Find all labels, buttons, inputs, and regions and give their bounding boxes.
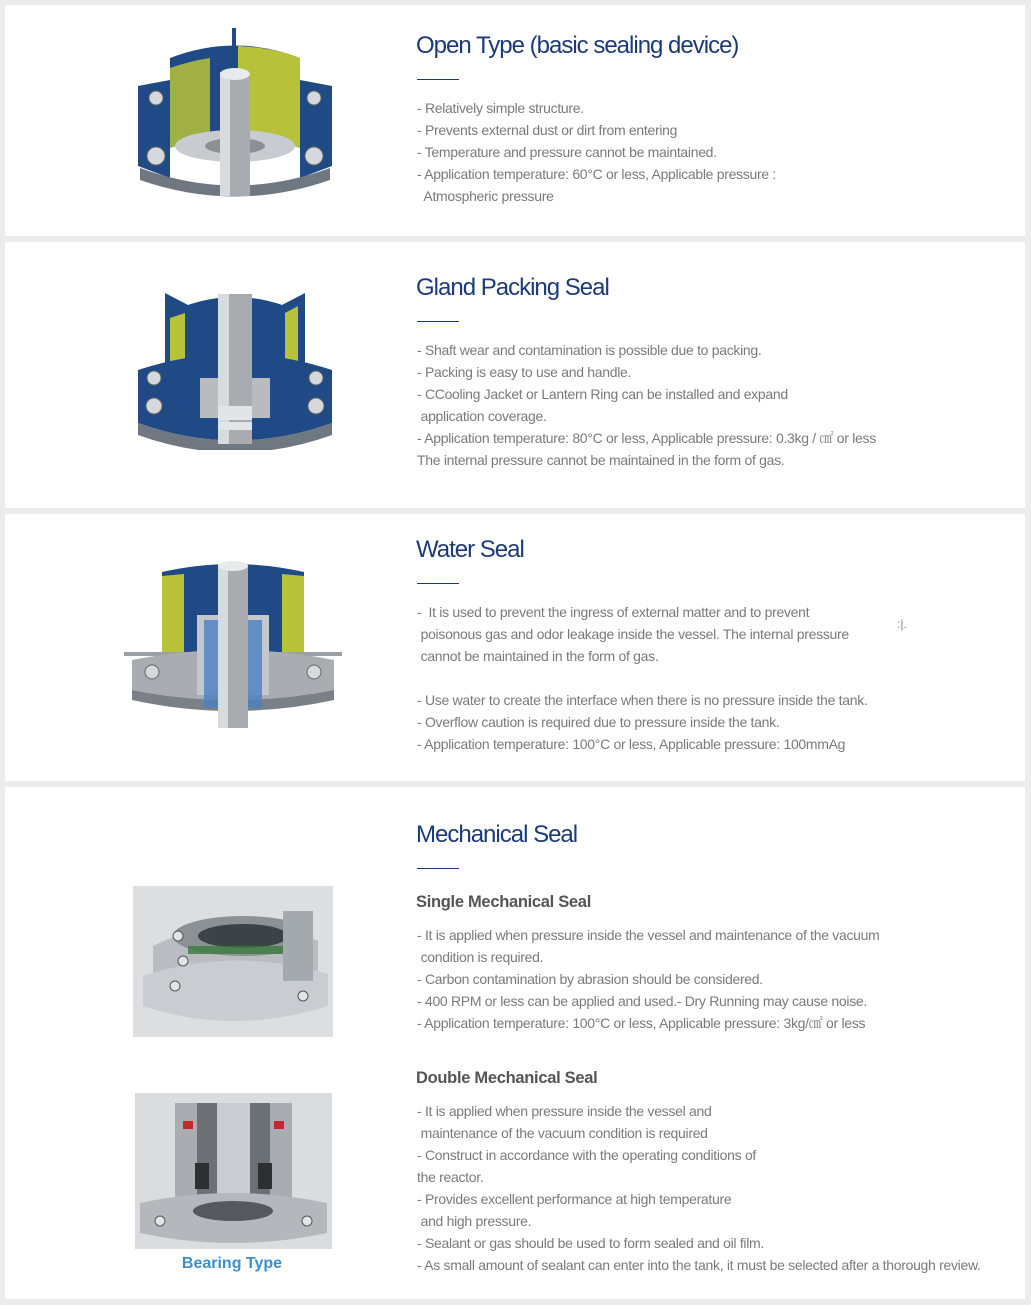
double-mechanical-seal-line: maintenance of the vacuum condition is required	[417, 1125, 708, 1141]
open-type-line: - Temperature and pressure cannot be maintained.	[417, 144, 717, 160]
bearing-type-caption: Bearing Type	[181, 1255, 283, 1272]
gland-packing-line: - CCooling Jacket or Lantern Ring can be installed and expand	[417, 386, 788, 402]
open-type-seal-illustration	[130, 28, 340, 198]
open-type-line: Atmospheric pressure	[417, 188, 554, 204]
double-mechanical-seal-line: the reactor.	[417, 1169, 484, 1185]
single-mechanical-seal-line: - Carbon contamination by abrasion should be considered.	[417, 971, 763, 987]
gland-packing-seal-illustration	[130, 288, 340, 450]
single-mechanical-seal-line: - Application temperature: 100°C or less, Applicable pressure: 3kg/㎠ or less	[417, 1015, 866, 1031]
gland-packing-line: - Application temperature: 80°C or less, Applicable pressure: 0.3kg / ㎠ or less	[417, 430, 876, 446]
open-type-line: - Prevents external dust or dirt from entering	[417, 122, 678, 138]
gland-packing-line: application coverage.	[417, 408, 547, 424]
double-mechanical-seal-line: and high pressure.	[417, 1213, 532, 1229]
open-type-line: - Application temperature: 60°C or less, Applicable pressure :	[417, 166, 776, 182]
single-mechanical-seal-photo	[133, 886, 333, 1037]
single-mechanical-seal-line: - It is applied when pressure inside the vessel and maintenance of the vacuum	[417, 927, 880, 943]
double-mechanical-seal-line: - As small amount of sealant can enter into the tank, it must be selected after a thorough review.	[417, 1257, 981, 1273]
water-seal-line: - Application temperature: 100°C or less, Applicable pressure: 100mmAg	[417, 736, 846, 752]
water-seal-line: poisonous gas and odor leakage inside the vessel. The internal pressure	[417, 626, 849, 642]
gland-packing-line: The internal pressure cannot be maintained in the form of gas.	[417, 452, 785, 468]
double-mechanical-seal-title: Double Mechanical Seal	[416, 1069, 598, 1087]
single-mechanical-seal-title: Single Mechanical Seal	[416, 893, 591, 911]
open-type-title-rule	[417, 79, 459, 80]
water-seal-line: - Use water to create the interface when there is no pressure inside the tank.	[417, 692, 868, 708]
water-seal-title-rule	[417, 583, 459, 584]
water-seal-line: cannot be maintained in the form of gas.	[417, 648, 659, 664]
mechanical-seal-title: Mechanical Seal	[416, 821, 578, 848]
open-type-line: - Relatively simple structure.	[417, 100, 584, 116]
water-seal-line: - It is used to prevent the ingress of external matter and to prevent	[417, 604, 810, 620]
water-seal-title: Water Seal	[416, 536, 524, 563]
double-mechanical-seal-line: - Sealant or gas should be used to form sealed and oil film.	[417, 1235, 764, 1251]
water-seal-illustration	[122, 560, 344, 732]
double-mechanical-seal-line: - Provides excellent performance at high temperature	[417, 1191, 732, 1207]
mechanical-seal-title-rule	[417, 868, 459, 869]
single-mechanical-seal-line: - 400 RPM or less can be applied and used.- Dry Running may cause noise.	[417, 993, 867, 1009]
gland-packing-title: Gland Packing Seal	[416, 274, 609, 301]
single-mechanical-seal-line: condition is required.	[417, 949, 544, 965]
gland-packing-title-rule	[417, 321, 459, 322]
gland-packing-line: - Packing is easy to use and handle.	[417, 364, 632, 380]
open-type-title: Open Type (basic sealing device)	[416, 32, 739, 59]
water-seal-line: - Overflow caution is required due to pressure inside the tank.	[417, 714, 780, 730]
gland-packing-line: - Shaft wear and contamination is possible due to packing.	[417, 342, 762, 358]
water-seal-stray-mark: :|.	[897, 617, 907, 631]
double-mechanical-seal-photo	[135, 1093, 332, 1249]
double-mechanical-seal-line: - It is applied when pressure inside the vessel and	[417, 1103, 712, 1119]
double-mechanical-seal-line: - Construct in accordance with the operating conditions of	[417, 1147, 757, 1163]
